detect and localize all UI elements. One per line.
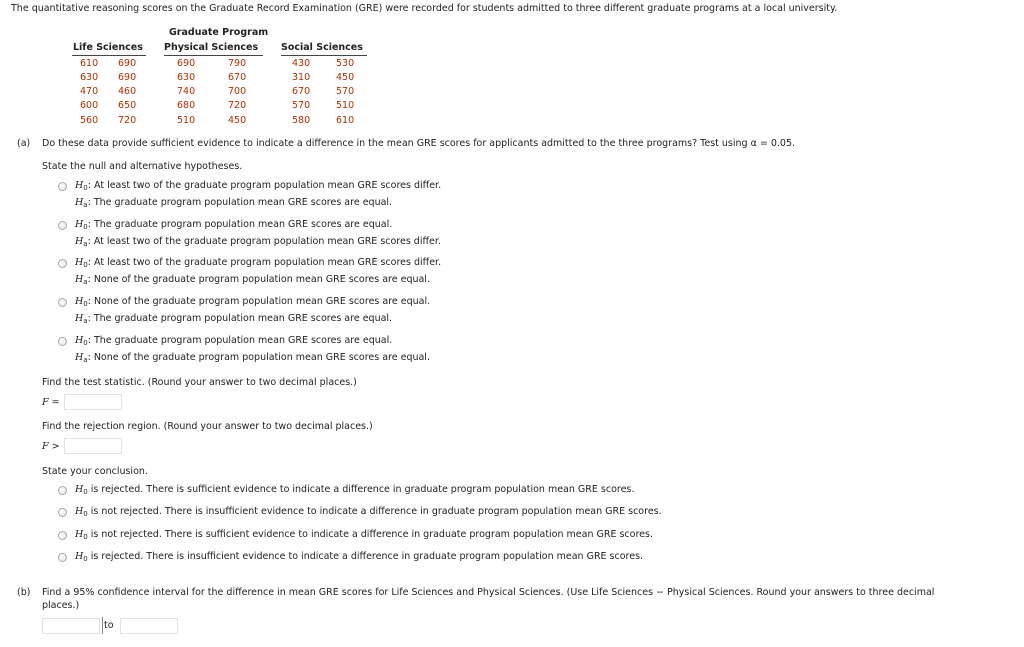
conclusion-text: is rejected. There is sufficient evidence to indicate a difference in graduate program population mean GRE scores. — [87, 484, 635, 495]
hypothesis-subscript: a — [83, 356, 88, 364]
hypothesis-subscript: a — [83, 201, 88, 209]
table-cell: 460 — [118, 86, 137, 97]
table-cell: 790 — [228, 58, 247, 69]
hypothesis-text: : The graduate program population mean GRE scores are equal. — [87, 335, 393, 346]
ci-to-label: to — [104, 620, 114, 631]
hypothesis-radio-4[interactable] — [58, 298, 67, 307]
part-a-question: Do these data provide sufficient evidence to indicate a difference in the mean GRE scores for applicants admitted to the three programs? Test using α = 0.05. — [42, 138, 796, 149]
hypothesis-symbol: H — [75, 296, 84, 307]
hypothesis-symbol: H — [75, 219, 84, 230]
conclusion-radio-4[interactable] — [58, 553, 67, 562]
table-cell: 600 — [80, 100, 99, 111]
conclusion-text: is not rejected. There is insufficient evidence to indicate a difference in graduate program population mean GRE scores. — [87, 506, 662, 517]
hypothesis-text: : At least two of the graduate program population mean GRE scores differ. — [87, 236, 441, 247]
table-cell: 470 — [80, 86, 99, 97]
hypothesis-symbol: H — [75, 529, 84, 540]
hypothesis-symbol: H — [75, 506, 84, 517]
hypothesis-h0-line — [75, 219, 392, 231]
part-a-label: (a) — [17, 138, 31, 149]
hypothesis-text: : The graduate program population mean GRE scores are equal. — [87, 197, 393, 208]
ci-divider — [102, 617, 103, 634]
hypothesis-ha-line — [75, 352, 430, 364]
hypothesis-symbol: H — [75, 352, 84, 363]
conclusion-line — [75, 506, 662, 518]
table-cell: 570 — [336, 86, 355, 97]
conclusion-line — [75, 529, 653, 541]
table-cell: 700 — [228, 86, 247, 97]
table-cell: 310 — [292, 72, 311, 83]
hypothesis-symbol: H — [75, 484, 84, 495]
conclusion-line — [75, 551, 643, 563]
table-cell: 570 — [292, 100, 311, 111]
hypothesis-radio-3[interactable] — [58, 259, 67, 268]
table-group-title: Graduate Program — [169, 27, 269, 38]
part-b-question-line2: places.) — [42, 600, 80, 611]
hypothesis-text: : None of the graduate program population mean GRE scores are equal. — [87, 274, 430, 285]
hypothesis-h0-line — [75, 296, 430, 308]
hypotheses-prompt: State the null and alternative hypotheses. — [42, 161, 243, 172]
conclusion-radio-2[interactable] — [58, 508, 67, 517]
table-cell: 690 — [177, 58, 196, 69]
hypothesis-subscript: 0 — [83, 261, 88, 269]
header-life-sciences: Life Sciences — [73, 42, 143, 53]
conclusion-prompt: State your conclusion. — [42, 466, 148, 477]
conclusion-text: is not rejected. There is sufficient evidence to indicate a difference in graduate program population mean GRE scores. — [87, 529, 653, 540]
table-cell: 510 — [177, 115, 196, 126]
table-cell: 680 — [177, 100, 196, 111]
table-cell: 430 — [292, 58, 311, 69]
hypothesis-text: : None of the graduate program population mean GRE scores are equal. — [87, 352, 430, 363]
test-statistic-prompt: Find the test statistic. (Round your answer to two decimal places.) — [42, 377, 357, 388]
hypothesis-subscript: 0 — [83, 184, 88, 192]
hypothesis-ha-line — [75, 274, 430, 286]
conclusion-radio-1[interactable] — [58, 486, 67, 495]
hypothesis-symbol: H — [75, 274, 84, 285]
hypothesis-ha-line — [75, 197, 392, 209]
header-rule-physical — [164, 55, 263, 56]
hypothesis-symbol: H — [75, 257, 84, 268]
hypothesis-subscript: 0 — [83, 555, 88, 563]
hypothesis-h0-line — [75, 335, 392, 347]
hypothesis-subscript: 0 — [83, 510, 88, 518]
table-cell: 650 — [118, 100, 137, 111]
table-cell: 630 — [80, 72, 99, 83]
hypothesis-text: : None of the graduate program population mean GRE scores are equal. — [87, 296, 431, 307]
conclusion-line — [75, 484, 634, 496]
hypothesis-symbol: H — [75, 313, 84, 324]
rejection-region-input[interactable] — [64, 438, 122, 454]
hypothesis-h0-line — [75, 180, 441, 192]
test-statistic-label: F = — [42, 397, 60, 408]
hypothesis-subscript: a — [83, 317, 88, 325]
hypothesis-radio-2[interactable] — [58, 221, 67, 230]
part-b-label: (b) — [17, 587, 31, 598]
table-cell: 670 — [292, 86, 311, 97]
ci-lower-input[interactable] — [42, 618, 100, 634]
hypothesis-ha-line — [75, 313, 392, 325]
table-cell: 450 — [336, 72, 355, 83]
hypothesis-h0-line — [75, 257, 441, 269]
table-cell: 690 — [118, 58, 137, 69]
hypothesis-symbol: H — [75, 180, 84, 191]
hypothesis-subscript: a — [83, 278, 88, 286]
table-cell: 670 — [228, 72, 247, 83]
hypothesis-text: : At least two of the graduate program population mean GRE scores differ. — [87, 257, 442, 268]
table-cell: 720 — [228, 100, 247, 111]
test-statistic-input[interactable] — [64, 394, 122, 410]
hypothesis-text: : At least two of the graduate program population mean GRE scores differ. — [87, 180, 442, 191]
rejection-region-prompt: Find the rejection region. (Round your answer to two decimal places.) — [42, 421, 373, 432]
table-cell: 740 — [177, 86, 196, 97]
ci-upper-input[interactable] — [120, 618, 178, 634]
hypothesis-symbol: H — [75, 551, 84, 562]
hypothesis-text: : The graduate program population mean GRE scores are equal. — [87, 313, 393, 324]
hypothesis-radio-5[interactable] — [58, 337, 67, 346]
conclusion-text: is rejected. There is insufficient evidence to indicate a difference in graduate program population mean GRE scores. — [87, 551, 644, 562]
hypothesis-subscript: 0 — [83, 488, 88, 496]
hypothesis-subscript: 0 — [83, 339, 88, 347]
hypothesis-radio-1[interactable] — [58, 182, 67, 191]
table-cell: 690 — [118, 72, 137, 83]
header-rule-social — [281, 55, 367, 56]
hypothesis-subscript: 0 — [83, 533, 88, 541]
table-cell: 510 — [336, 100, 355, 111]
hypothesis-subscript: 0 — [83, 223, 88, 231]
table-cell: 450 — [228, 115, 247, 126]
hypothesis-text: : The graduate program population mean GRE scores are equal. — [87, 219, 393, 230]
hypothesis-subscript: a — [83, 240, 88, 248]
conclusion-radio-3[interactable] — [58, 531, 67, 540]
header-physical-sciences: Physical Sciences — [164, 42, 259, 53]
header-social-sciences: Social Sciences — [281, 42, 363, 53]
table-cell: 530 — [336, 58, 355, 69]
intro-text: The quantitative reasoning scores on the Graduate Record Examination (GRE) were recorded for students admitted to three different graduate programs at a local university. — [11, 3, 838, 14]
rejection-region-label: F > — [42, 441, 60, 452]
table-cell: 630 — [177, 72, 196, 83]
header-rule-life — [72, 55, 146, 56]
table-cell: 610 — [80, 58, 99, 69]
table-cell: 580 — [292, 115, 311, 126]
hypothesis-symbol: H — [75, 335, 84, 346]
table-cell: 720 — [118, 115, 137, 126]
table-cell: 610 — [336, 115, 355, 126]
hypothesis-symbol: H — [75, 197, 84, 208]
part-b-question-line1: Find a 95% confidence interval for the difference in mean GRE scores for Life Sciences and Physical Sciences. (Use Life Sciences − Physical Sciences. Round your answers to three decimal — [42, 587, 935, 598]
hypothesis-subscript: 0 — [83, 300, 88, 308]
hypothesis-ha-line — [75, 236, 441, 248]
table-cell: 560 — [80, 115, 99, 126]
hypothesis-symbol: H — [75, 236, 84, 247]
